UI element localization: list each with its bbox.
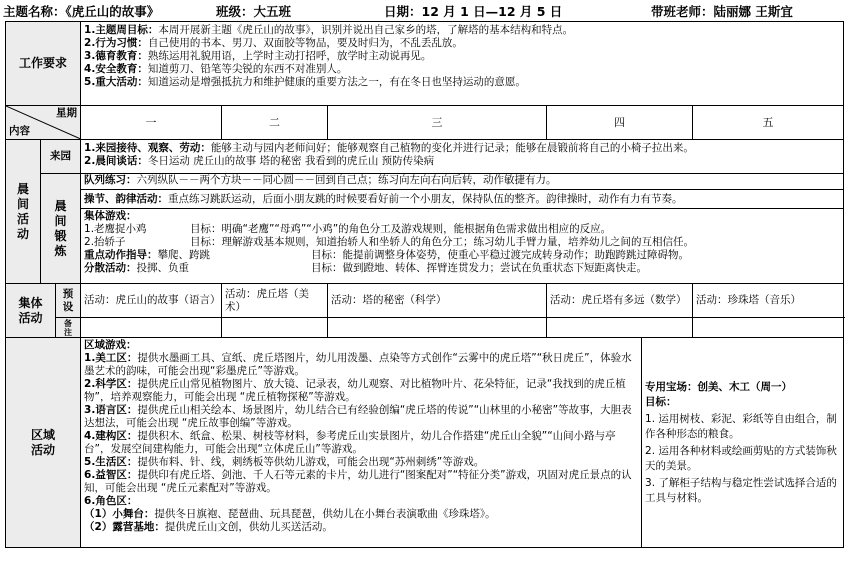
role-item: （1）小舞台：提供冬日旗袍、琵琶曲、玩具琵琶，供幼儿在小舞台表演歌曲《珍珠塔》。 xyxy=(84,508,496,520)
work-item: 3.德育教育：熟练运用礼貌用语，上学时主动打招呼，放学时主动说再见。 xyxy=(84,50,432,62)
activity-thu: 活动：虎丘塔有多远（数学） xyxy=(547,284,693,318)
day-tue: 二 xyxy=(222,106,328,140)
day-fri: 五 xyxy=(693,106,844,140)
theme-name: 主题名称：《虎丘山的故事》 xyxy=(3,4,160,19)
note-wed xyxy=(328,318,547,338)
area-heading: 区域游戏： xyxy=(84,339,137,351)
day-wed: 三 xyxy=(328,106,547,140)
area-item: 5.生活区：提供布料、针、线，刺绣板等供幼儿游戏，可能会出现“苏州刺绣”等游戏。 xyxy=(84,456,485,468)
arrival-label: 来园 xyxy=(41,140,81,174)
special-room-content xyxy=(642,338,844,548)
note-tue xyxy=(222,318,328,338)
area-activity-label: 区域活动 xyxy=(6,338,81,548)
work-requirements-row xyxy=(6,22,844,106)
work-item: 1.主题周目标：本周开展新主题《虎丘山的故事》，识别并说出自己家乡的塔，了解塔的基本结构和特点。 xyxy=(84,24,574,36)
date-range: 日期：12 月 1 日—12 月 5 日 xyxy=(384,4,563,19)
weekly-plan-table xyxy=(5,21,844,548)
special-room-title: 专用宝场：创美、木工（周一） xyxy=(645,380,793,393)
area-activity-row xyxy=(6,338,844,548)
plan-label: 预设 xyxy=(56,284,81,318)
note-thu xyxy=(547,318,693,338)
area-item: 1.美工区：提供水墨画工具、宣纸、虎丘塔图片，幼儿用泼墨、点染等方式创作“云雾中的虎丘塔”“秋日虎丘”，体验水墨艺术的韵味，可能会出现“彩墨虎丘”等游戏。 xyxy=(84,352,632,377)
activity-fri: 活动：珍珠塔（音乐） xyxy=(693,284,844,318)
corner-cell xyxy=(6,106,81,140)
collective-plan-row xyxy=(6,284,844,318)
collective-activity-label: 集体活动 xyxy=(6,284,56,338)
queue-row xyxy=(6,174,844,190)
note-mon xyxy=(81,318,222,338)
game-item: 2.抬轿子 目标：理解游戏基本规则，知道抬轿人和坐轿人的角色分工；练习幼儿手臂力量，培养幼儿之间的互相信任。 xyxy=(84,236,695,248)
area-item: 2.科学区：提供虎丘山常见植物图片、放大镜、记录表，幼儿观察、对比植物叶片、花朵特征，记录“我找到的虎丘植物”，培养观察能力，可能会出现 “虎丘植物探秘”等游戏。 xyxy=(84,378,626,403)
class-name: 班级：大五班 xyxy=(216,4,292,19)
teacher-names: 带班老师：陆丽娜 王斯宜 xyxy=(651,4,793,19)
focus-action: 重点动作指导：攀爬、跨跳 目标：能提前调整身体姿势，使重心平稳过渡完成转身动作；助跑跨跳过障碍物。 xyxy=(84,249,690,261)
special-goal: 3. 了解柜子结构与稳定性尝试选择合适的工具与材料。 xyxy=(645,476,837,504)
work-requirements-label: 工作要求 xyxy=(6,22,81,106)
area-games-content xyxy=(81,338,642,548)
arrival-item: 2.晨间谈话：冬日运动 虎丘山的故事 塔的秘密 我看到的虎丘山 预防传染病 xyxy=(84,155,435,167)
activity-tue: 活动：虎丘塔（美术） xyxy=(222,284,328,318)
work-item: 2.行为习惯：自己使用的书本、男刀、双面胶等物品，要及时归为，不乱丢乱放。 xyxy=(84,37,463,49)
day-header-row xyxy=(6,106,844,140)
special-goal: 1. 运用树枝、彩泥、彩纸等自由组合，制作各种形态的粮食。 xyxy=(645,412,837,440)
note-fri xyxy=(693,318,844,338)
day-mon: 一 xyxy=(81,106,222,140)
note-label: 备注 xyxy=(56,318,81,338)
activity-mon: 活动：虎丘山的故事（语言） xyxy=(81,284,222,318)
arrival-item: 1.来园接待、观察、劳动：能够主动与园内老师问好；能够观察自己植物的变化并进行记录；能够在晨锻前将自己的小椅子拉出来。 xyxy=(84,142,694,154)
exercise-label: 晨间锻炼 xyxy=(41,174,81,284)
special-goal: 2. 运用各种材料或绘画剪贴的方式装饰秋天的美景。 xyxy=(645,444,837,472)
game-item: 1.老鹰捉小鸡 目标：明确“老鹰”“母鸡”“小鸡”的角色分工及游戏规则，能根据角色需求做出相应的反应。 xyxy=(84,223,612,235)
role-area-title: 6.角色区： xyxy=(84,495,138,507)
activity-wed: 活动：塔的秘密（科学） xyxy=(328,284,547,318)
area-item: 6.益智区：提供印有虎丘塔、剑池、千人石等元素的卡片，幼儿进行“图案配对”“特征分类”游戏，巩固对虎丘景点的认知，可能会出现 “虎丘元素配对”等游戏。 xyxy=(84,469,632,494)
work-item: 4.安全教育：知道剪刀、铅笔等尖锐的东西不对准别人。 xyxy=(84,63,348,75)
arrival-row xyxy=(6,140,844,174)
arrival-content xyxy=(81,140,844,174)
day-thu: 四 xyxy=(547,106,693,140)
gym-rhythm: 操节、韵律活动：重点练习跳跃运动，后面小朋友跳的时候要看好前一个小朋友，保持队伍的整齐。韵律操时，动作有力有节奏。 xyxy=(81,190,844,209)
games-title: 集体游戏： xyxy=(84,210,137,222)
corner-content-label: 内容 xyxy=(9,125,30,137)
special-goal-label: 目标： xyxy=(645,395,677,408)
games-content xyxy=(81,209,844,284)
collective-note-row xyxy=(6,318,844,338)
corner-weekday-label: 星期 xyxy=(56,107,78,119)
gym-row xyxy=(6,190,844,209)
role-item: （2）露营基地：提供虎丘山文创，供幼儿买送活动。 xyxy=(84,521,333,533)
work-requirements-content xyxy=(81,22,844,106)
work-item: 5.重大活动：知道运动是增强抵抗力和维护健康的重要方法之一，有在冬日也坚持运动的意愿。 xyxy=(84,76,526,88)
area-item: 4.建构区：提供积木、纸盒、松果、树枝等材料，参考虎丘山实景图片，幼儿合作搭建“虎丘山全貌”“山间小路与亭台”，发展空间建构能力，可能会出现“立体虎丘山”等游戏。 xyxy=(84,430,616,455)
morning-activity-label: 晨间活动 xyxy=(6,140,41,284)
area-item: 3.语言区：提供虎丘山相关绘本、场景图片，幼儿结合已有经验创编“虎丘塔的传说”“山林里的小秘密”等故事，大胆表达想法，可能会出现 “虎丘故事创编”等游戏。 xyxy=(84,404,632,429)
group-activity: 分散活动：投掷、负重 目标：做到蹬地、转体、挥臂连贯发力；尝试在负重状态下短距离快走。 xyxy=(84,262,648,274)
plan-header xyxy=(0,0,850,21)
queue-practice: 队列练习：六列纵队－－两个方块－－同心圆－－回到自己点；练习向左向右向后转，动作敏捷有力。 xyxy=(81,174,844,190)
games-row xyxy=(6,209,844,284)
